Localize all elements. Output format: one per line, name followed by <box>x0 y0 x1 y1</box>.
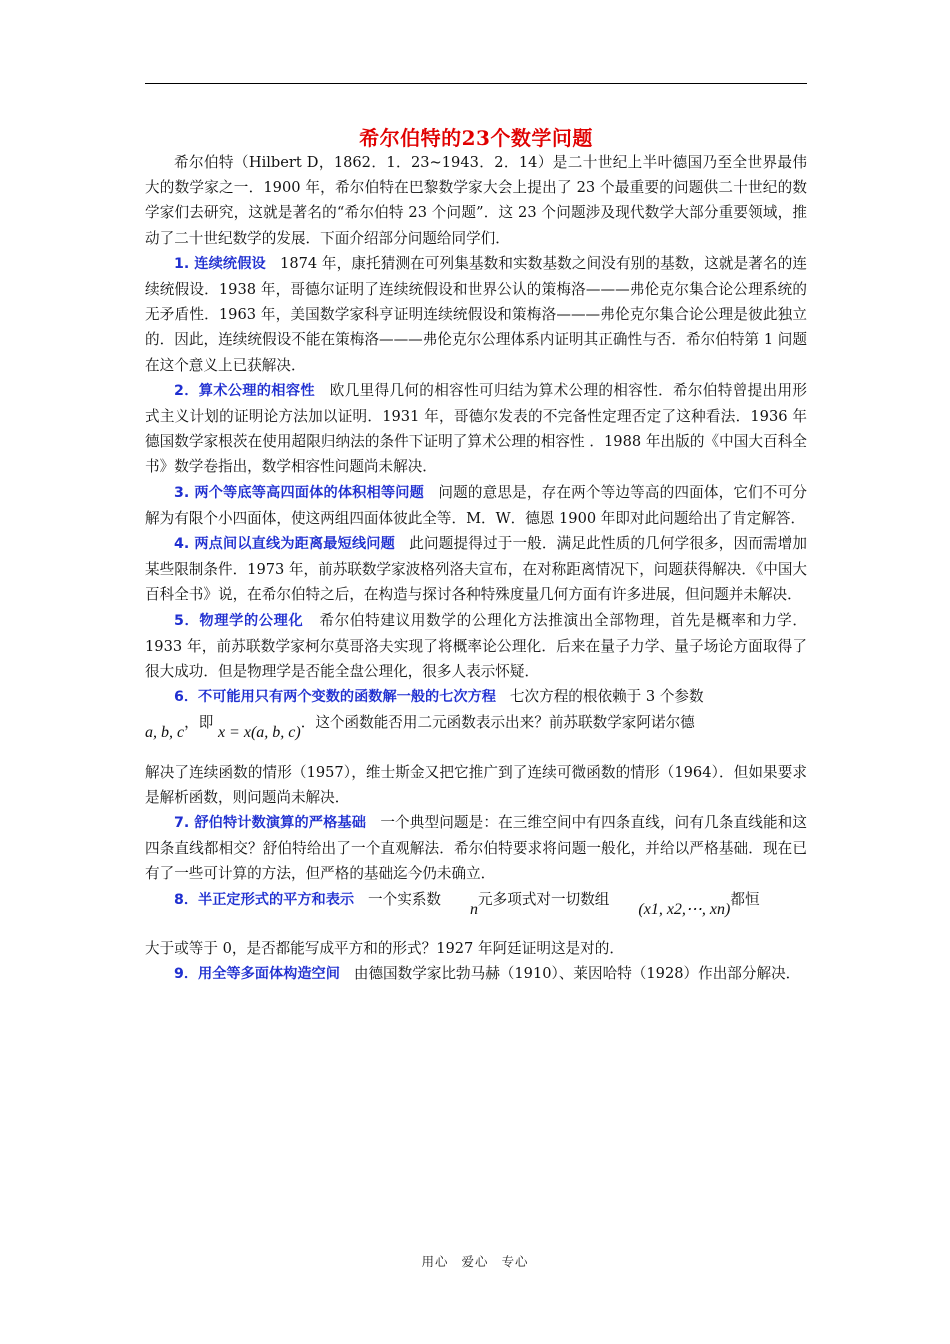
math-formula: x = x(a, b, c) <box>217 724 301 742</box>
intro-paragraph: 希尔伯特（Hilbert D，1862．1．23~1943．2．14）是二十世纪上半叶德国乃至全世界最伟大的数学家之一．1900 年，希尔伯特在巴黎数学家大会上提出了 23 个最重要的问题供二十世纪的数学家们去研究，这就是著名的“希尔伯特 23 个问题”．这 23 个问题涉及现代数学大部分重要领域，推动了二十世纪数学的发展．下面介绍部分问题给同学们． <box>145 154 807 247</box>
problem-heading: 1. 连续统假设 <box>174 255 266 272</box>
page-title: 希尔伯特的23个数学问题 <box>359 126 593 150</box>
math-tuple: (x1, x2,⋯, xn) <box>638 900 731 918</box>
problem-6 <box>145 684 807 710</box>
problem-text: 一个典型问题是：在三维空间中有四条直线，问有几条直线能和这四条直线都相交？舒伯特给出了一个直观解法．希尔伯特要求将问题一般化，并给以严格基础．现在已有了一些可计算的方法，但严格的基础迄今仍未确立． <box>145 814 807 883</box>
problem-heading: 9．用全等多面体构造空间 <box>174 966 340 983</box>
problem-7 <box>145 810 807 887</box>
problem-text: 一个实系数 <box>368 890 442 908</box>
problem-8 <box>145 887 807 922</box>
footer-word: 用心 <box>421 1254 449 1269</box>
problem-text: ，即 <box>184 714 214 732</box>
problem-heading: 3. 两个等底等高四面体的体积相等问题 <box>174 484 424 501</box>
problem-heading: 8．半正定形式的平方和表示 <box>174 891 355 908</box>
problem-3 <box>145 480 807 531</box>
problem-text: 希尔伯特建议用数学的公理化方法推演出全部物理，首先是概率和力学．1933 年，前苏联数学家柯尔莫哥洛夫实现了将概率论公理化．后来在量子力学、量子场论方面取得了很大成功．但是物理学是否能全盘公理化，很多人表示怀疑． <box>145 611 807 681</box>
problem-heading: 5．物理学的公理化 <box>174 612 304 629</box>
problem-9 <box>145 961 807 987</box>
math-params: a, b, c <box>145 724 185 742</box>
problem-text: 1874 年，康托猜测在可列集基数和实数基数之间没有别的基数，这就是著名的连续统假设．1938 年，哥德尔证明了连续统假设和世界公认的策梅洛———弗伦克尔集合论公理系统的无矛盾性．1963 年，美国数学家科亨证明连续统假设和策梅洛———弗伦克尔集合论公理是彼此独立的．因此，连续统假设不能在策梅洛———弗伦克尔公理体系内证明其正确性与否．希尔伯特第 1 问题在这个意义上已获解决． <box>145 254 807 374</box>
math-spacing <box>145 922 807 936</box>
problem-6-continued: 解决了连续函数的情形（1957），维士斯金又把它推广到了连续可微函数的情形（1964）．但如果要求是解析函数，则问题尚未解决． <box>145 763 807 806</box>
header-rule <box>145 83 807 84</box>
problem-heading: 7. 舒伯特计数演算的严格基础 <box>174 815 367 832</box>
problem-5 <box>145 608 807 685</box>
problem-text: 欧几里得几何的相容性可归结为算术公理的相容性．希尔伯特曾提出用形式主义计划的证明论方法加以证明．1931 年，哥德尔发表的不完备性定理否定了这种看法．1936 年德国数学家根茨在使用超限归纳法的条件下证明了算术公理的相容性 ．1988 年出版的《中国大百科全书》数学卷指出，数学相容性问题尚未解决． <box>145 381 807 476</box>
problem-heading: 4. 两点间以直线为距离最短线问题 <box>174 536 395 553</box>
math-spacing <box>145 746 807 760</box>
footer-word: 爱心 <box>461 1254 489 1269</box>
footer-word: 专心 <box>501 1254 529 1269</box>
page-footer <box>0 1252 950 1270</box>
problem-text: 都恒 <box>730 890 760 908</box>
document-body <box>145 150 807 987</box>
problem-heading: 2．算术公理的相容性 <box>174 382 315 399</box>
problem-8-continued: 大于或等于 0，是否都能写成平方和的形式？1927 年阿廷证明这是对的． <box>145 939 624 957</box>
problem-text: 元多项式对一切数组 <box>478 890 610 908</box>
problem-2 <box>145 378 807 480</box>
problem-text: 由德国数学家比勃马赫（1910）、莱因哈特（1928）作出部分解决． <box>353 965 801 983</box>
problem-text: 此问题提得过于一般．满足此性质的几何学很多，因而需增加某些限制条件．1973 年，前苏联数学家波格列洛夫宣布，在对称距离情况下，问题获得解决．《中国大百科全书》说，在希尔伯特之后，在构造与探讨各种特殊度量几何方面有许多进展，但问题并未解决． <box>145 535 808 604</box>
problem-heading: 6．不可能用只有两个变数的函数解一般的七次方程 <box>174 689 496 706</box>
problem-4 <box>145 531 807 608</box>
problem-text: 问题的意思是，存在两个等边等高的四面体，它们不可分解为有限个小四面体，使这两组四面体彼此全等．M．W．德恩 1900 年即对此问题给出了肯定解答． <box>145 483 808 527</box>
problem-6-math-line <box>145 710 807 745</box>
problem-1 <box>145 251 807 378</box>
problem-text: 七次方程的根依赖于 3 个参数 <box>509 688 704 706</box>
problem-text: ．这个函数能否用二元函数表示出来？前苏联数学家阿诺尔德 <box>300 714 695 732</box>
math-n: n <box>470 900 479 918</box>
